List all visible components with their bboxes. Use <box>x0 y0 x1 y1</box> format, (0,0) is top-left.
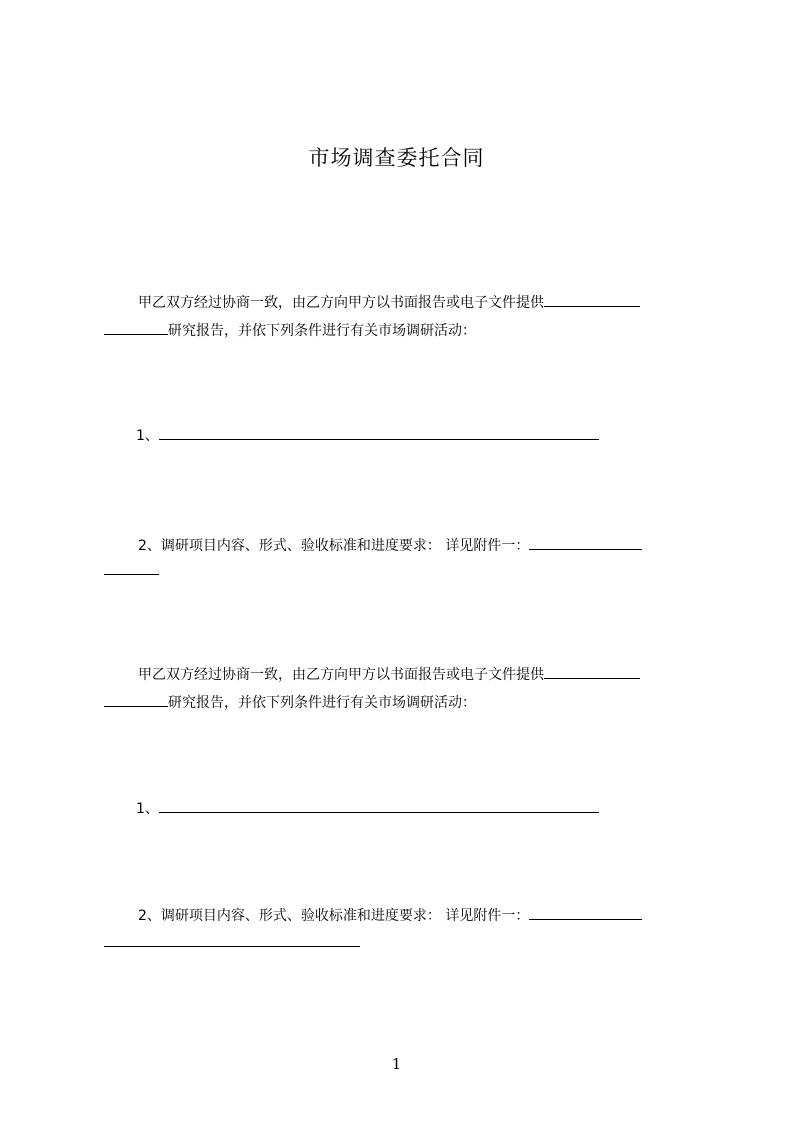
intro-text: 研究报告，并依下列条件进行有关市场调研活动： <box>168 695 476 711</box>
item-number: 1、 <box>136 801 159 817</box>
fill-blank <box>529 905 642 920</box>
item-text: 2、调研项目内容、形式、验收标准和进度要求： 详见附件一： <box>138 908 530 924</box>
fill-blank <box>104 692 168 707</box>
intro-text: 研究报告，并依下列条件进行有关市场调研活动： <box>168 323 476 339</box>
intro-text: 甲乙双方经过协商一致，由乙方向甲方以书面报告或电子文件提供 <box>138 295 544 311</box>
section-1-item-2 <box>138 535 642 556</box>
section-2-item-1 <box>136 798 599 819</box>
section-2-intro-line-2 <box>104 692 476 713</box>
fill-blank <box>544 664 640 679</box>
document-title: 市场调查委托合同 <box>308 146 485 170</box>
intro-text: 甲乙双方经过协商一致，由乙方向甲方以书面报告或电子文件提供 <box>138 667 544 683</box>
fill-blank-continuation <box>104 946 360 947</box>
fill-blank <box>544 292 640 307</box>
fill-blank-continuation <box>104 574 159 575</box>
item-text: 2、调研项目内容、形式、验收标准和进度要求： 详见附件一： <box>138 538 530 554</box>
fill-blank <box>159 798 599 813</box>
section-1-intro-line-2 <box>104 320 476 341</box>
fill-blank <box>104 320 168 335</box>
section-2-intro-line-1 <box>138 664 640 685</box>
fill-blank <box>159 425 599 440</box>
section-1-item-1 <box>136 425 599 446</box>
page-number: 1 <box>391 1055 402 1073</box>
fill-blank <box>529 535 642 550</box>
section-1-intro-line-1 <box>138 292 640 313</box>
item-number: 1、 <box>136 428 159 444</box>
section-2-item-2 <box>138 905 642 926</box>
